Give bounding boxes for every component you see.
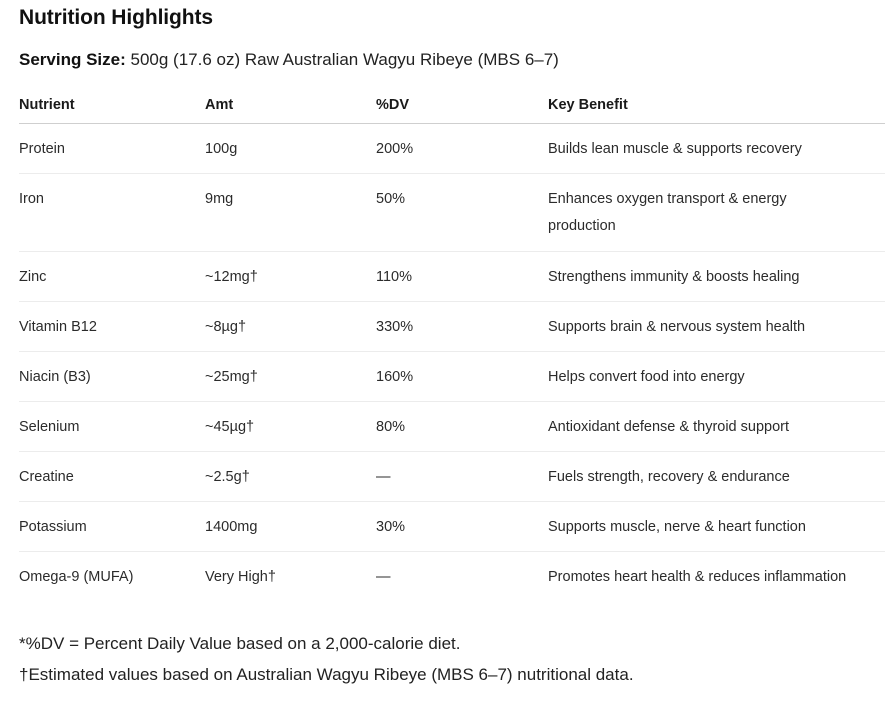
benefit-cell: Antioxidant defense & thyroid support xyxy=(548,402,885,452)
daily-value-cell: 50% xyxy=(376,174,548,252)
amount-cell: Very High† xyxy=(205,569,276,585)
amount-cell: 1400mg xyxy=(205,502,376,552)
amount-cell: ~2.5g† xyxy=(205,452,376,502)
benefit-cell: Fuels strength, recovery & endurance xyxy=(548,452,885,502)
benefit-cell: Enhances oxygen transport & energy production xyxy=(548,174,885,252)
footnote-estimated: †Estimated values based on Australian Wagyu Ribeye (MBS 6–7) nutritional data. xyxy=(19,665,634,684)
amount-cell: ~8µg† xyxy=(205,302,376,352)
daily-value-cell: 160% xyxy=(376,352,548,402)
table-row xyxy=(19,124,885,174)
table-row xyxy=(19,452,885,502)
amount-cell: ~25mg† xyxy=(205,352,376,402)
table-row xyxy=(19,502,885,552)
serving-size-line xyxy=(19,50,559,70)
column-header-daily-value: %DV xyxy=(376,86,548,124)
footnotes xyxy=(19,628,634,690)
page-title: Nutrition Highlights xyxy=(19,6,213,29)
nutrient-cell: Omega-9 (MUFA) xyxy=(19,569,134,585)
daily-value-cell: 110% xyxy=(376,252,548,302)
benefit-cell: Strengthens immunity & boosts healing xyxy=(548,252,885,302)
table-header-row xyxy=(19,86,885,124)
daily-value-cell: 80% xyxy=(376,402,548,452)
nutrition-table xyxy=(19,86,885,602)
table-row xyxy=(19,402,885,452)
daily-value-cell: 200% xyxy=(376,124,548,174)
serving-size-value: 500g (17.6 oz) Raw Australian Wagyu Ribeye (MBS 6–7) xyxy=(125,50,559,69)
column-header-key-benefit: Key Benefit xyxy=(548,86,885,124)
nutrient-cell: Selenium xyxy=(19,402,205,452)
amount-cell: 9mg xyxy=(205,174,376,252)
column-header-nutrient: Nutrient xyxy=(19,86,205,124)
daily-value-cell: — xyxy=(376,569,391,585)
nutrient-cell: Vitamin B12 xyxy=(19,302,205,352)
table-row xyxy=(19,302,885,352)
table-row xyxy=(19,174,885,252)
table-row xyxy=(19,552,885,602)
table-row xyxy=(19,352,885,402)
nutrient-cell: Niacin (B3) xyxy=(19,352,205,402)
nutrient-cell: Iron xyxy=(19,174,205,252)
benefit-cell: Promotes heart health & reduces inflammation xyxy=(548,569,847,585)
nutrient-cell: Zinc xyxy=(19,252,205,302)
table-row xyxy=(19,252,885,302)
amount-cell: 100g xyxy=(205,124,376,174)
daily-value-cell: 30% xyxy=(376,502,548,552)
nutrient-cell: Creatine xyxy=(19,452,205,502)
daily-value-cell: — xyxy=(376,452,548,502)
benefit-cell: Helps convert food into energy xyxy=(548,352,885,402)
daily-value-cell: 330% xyxy=(376,302,548,352)
benefit-cell: Builds lean muscle & supports recovery xyxy=(548,124,885,174)
footnote-daily-value: *%DV = Percent Daily Value based on a 2,000-calorie diet. xyxy=(19,634,461,653)
amount-cell: ~12mg† xyxy=(205,252,376,302)
nutrient-cell: Potassium xyxy=(19,502,205,552)
serving-size-label: Serving Size: xyxy=(19,50,126,69)
column-header-amount: Amt xyxy=(205,86,376,124)
nutrient-cell: Protein xyxy=(19,124,205,174)
benefit-cell: Supports muscle, nerve & heart function xyxy=(548,502,885,552)
amount-cell: ~45µg† xyxy=(205,402,376,452)
benefit-cell: Supports brain & nervous system health xyxy=(548,302,885,352)
